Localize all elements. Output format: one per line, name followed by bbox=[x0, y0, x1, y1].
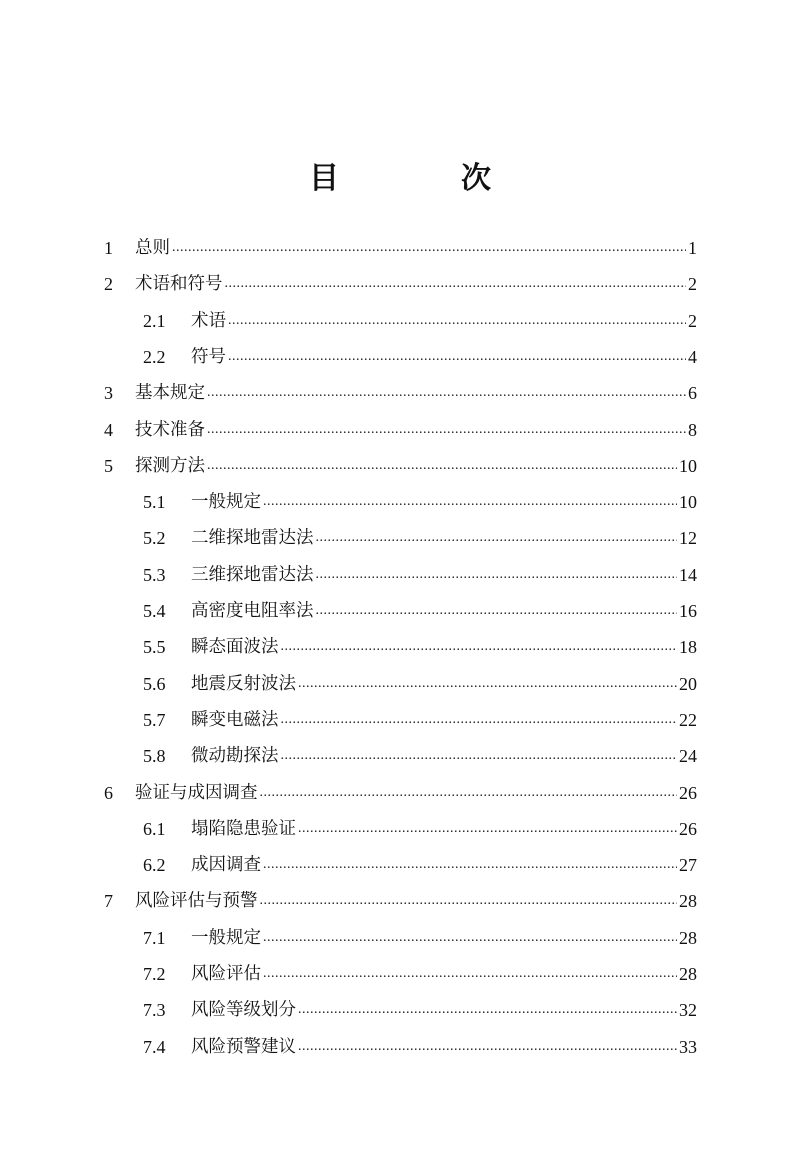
toc-entry[interactable] bbox=[104, 883, 697, 919]
toc-entry-label: 符号 bbox=[191, 347, 226, 367]
toc-entry-label: 瞬态面波法 bbox=[191, 637, 279, 657]
toc-entry-page-number: 28 bbox=[679, 928, 697, 948]
toc-entry[interactable] bbox=[143, 702, 697, 738]
toc-entry[interactable] bbox=[143, 593, 697, 629]
toc-dot-leader bbox=[263, 956, 677, 992]
toc-entry[interactable] bbox=[143, 847, 697, 883]
toc-entry-number: 7.2 bbox=[143, 964, 166, 984]
toc-entry-page-number: 26 bbox=[679, 783, 697, 803]
toc-dot-leader bbox=[263, 920, 677, 956]
toc-dot-leader bbox=[260, 775, 678, 811]
toc-dot-leader bbox=[316, 593, 678, 629]
toc-entry-number: 5.5 bbox=[143, 637, 166, 657]
toc-dot-leader bbox=[298, 992, 677, 1028]
toc-entry-label: 微动勘探法 bbox=[191, 746, 279, 766]
toc-entry[interactable] bbox=[104, 230, 697, 266]
toc-dot-leader bbox=[172, 230, 686, 266]
toc-entry-number: 6 bbox=[104, 783, 113, 803]
toc-dot-leader bbox=[207, 412, 686, 448]
toc-entry[interactable] bbox=[104, 448, 697, 484]
toc-entry-page-number: 28 bbox=[679, 891, 697, 911]
toc-entry-number: 2 bbox=[104, 274, 113, 294]
toc-entry-label: 成因调查 bbox=[191, 855, 261, 875]
toc-entry[interactable] bbox=[143, 557, 697, 593]
toc-entry-label: 地震反射波法 bbox=[191, 674, 296, 694]
toc-entry-label: 风险评估与预警 bbox=[135, 891, 258, 911]
toc-dot-leader bbox=[298, 1029, 677, 1065]
toc-entry-page-number: 22 bbox=[679, 710, 697, 730]
toc-entry[interactable] bbox=[143, 956, 697, 992]
toc-entry[interactable] bbox=[143, 666, 697, 702]
toc-entry[interactable] bbox=[143, 920, 697, 956]
toc-entry-label: 术语和符号 bbox=[135, 274, 223, 294]
toc-entry-number: 5.3 bbox=[143, 565, 166, 585]
toc-entry[interactable] bbox=[104, 775, 697, 811]
toc-entry-page-number: 2 bbox=[688, 274, 697, 294]
toc-entry[interactable] bbox=[143, 303, 697, 339]
toc-entry-label: 一般规定 bbox=[191, 928, 261, 948]
toc-entry-label: 一般规定 bbox=[191, 492, 261, 512]
toc-dot-leader bbox=[281, 629, 678, 665]
toc-entry-number: 5.8 bbox=[143, 746, 166, 766]
toc-entry-page-number: 10 bbox=[679, 456, 697, 476]
toc-dot-leader bbox=[263, 847, 677, 883]
toc-entry-label: 探测方法 bbox=[135, 456, 205, 476]
toc-dot-leader bbox=[207, 375, 686, 411]
toc-entry[interactable] bbox=[143, 992, 697, 1028]
toc-entry-number: 2.1 bbox=[143, 311, 166, 331]
toc-entry-page-number: 10 bbox=[679, 492, 697, 512]
toc-entry-number: 5.2 bbox=[143, 528, 166, 548]
toc-entry-page-number: 16 bbox=[679, 601, 697, 621]
toc-entry-page-number: 20 bbox=[679, 674, 697, 694]
toc-entry-page-number: 1 bbox=[688, 238, 697, 258]
toc-entry[interactable] bbox=[143, 339, 697, 375]
toc-entry-page-number: 6 bbox=[688, 383, 697, 403]
toc-entry-label: 风险等级划分 bbox=[191, 1000, 296, 1020]
toc-entry[interactable] bbox=[143, 520, 697, 556]
toc-entry-page-number: 2 bbox=[688, 311, 697, 331]
toc-entry-page-number: 28 bbox=[679, 964, 697, 984]
toc-dot-leader bbox=[298, 811, 677, 847]
toc-entry-page-number: 24 bbox=[679, 746, 697, 766]
toc-dot-leader bbox=[316, 557, 678, 593]
toc-entry-number: 4 bbox=[104, 420, 113, 440]
toc-entry-number: 2.2 bbox=[143, 347, 166, 367]
toc-entry[interactable] bbox=[143, 484, 697, 520]
toc-entry[interactable] bbox=[143, 1029, 697, 1065]
toc-entry-page-number: 4 bbox=[688, 347, 697, 367]
toc-entry-label: 三维探地雷达法 bbox=[191, 565, 314, 585]
toc-entry[interactable] bbox=[143, 629, 697, 665]
toc-entry-page-number: 26 bbox=[679, 819, 697, 839]
toc-entry-number: 6.1 bbox=[143, 819, 166, 839]
toc-entry-page-number: 12 bbox=[679, 528, 697, 548]
toc-entry[interactable] bbox=[104, 266, 697, 302]
toc-dot-leader bbox=[263, 484, 677, 520]
toc-entry-label: 高密度电阻率法 bbox=[191, 601, 314, 621]
toc-entry-number: 5.7 bbox=[143, 710, 166, 730]
toc-entry-number: 7 bbox=[104, 891, 113, 911]
toc-entry-label: 术语 bbox=[191, 311, 226, 331]
toc-dot-leader bbox=[225, 266, 687, 302]
page-title: 目 次 bbox=[309, 161, 537, 196]
toc-dot-leader bbox=[228, 339, 686, 375]
toc-entry-label: 塌陷隐患验证 bbox=[191, 819, 296, 839]
toc-entry-label: 风险评估 bbox=[191, 964, 261, 984]
toc-dot-leader bbox=[298, 666, 677, 702]
toc-entry-number: 6.2 bbox=[143, 855, 166, 875]
toc-entry[interactable] bbox=[143, 738, 697, 774]
toc-entry-number: 7.1 bbox=[143, 928, 166, 948]
toc-dot-leader bbox=[228, 303, 686, 339]
toc-dot-leader bbox=[281, 738, 678, 774]
toc-entry-number: 5.1 bbox=[143, 492, 166, 512]
toc-entry[interactable] bbox=[104, 412, 697, 448]
toc-entry[interactable] bbox=[104, 375, 697, 411]
toc-entry-page-number: 14 bbox=[679, 565, 697, 585]
toc-entry-number: 3 bbox=[104, 383, 113, 403]
toc-entry-label: 基本规定 bbox=[135, 383, 205, 403]
toc-dot-leader bbox=[260, 883, 678, 919]
toc-entry-page-number: 33 bbox=[679, 1037, 697, 1057]
toc-entry-number: 1 bbox=[104, 238, 113, 258]
toc-entry-label: 总则 bbox=[135, 238, 170, 258]
toc-dot-leader bbox=[316, 520, 678, 556]
toc-entry-number: 5 bbox=[104, 456, 113, 476]
toc-entry-label: 风险预警建议 bbox=[191, 1037, 296, 1057]
toc-entry-number: 7.3 bbox=[143, 1000, 166, 1020]
toc-entry-number: 7.4 bbox=[143, 1037, 166, 1057]
toc-entry-label: 验证与成因调查 bbox=[135, 783, 258, 803]
toc-dot-leader bbox=[207, 448, 677, 484]
toc-entry-number: 5.6 bbox=[143, 674, 166, 694]
toc-entry[interactable] bbox=[143, 811, 697, 847]
toc-entry-label: 技术准备 bbox=[135, 420, 205, 440]
toc-entry-page-number: 32 bbox=[679, 1000, 697, 1020]
toc-dot-leader bbox=[281, 702, 678, 738]
toc-entry-page-number: 8 bbox=[688, 420, 697, 440]
toc-entry-page-number: 27 bbox=[679, 855, 697, 875]
toc-entry-number: 5.4 bbox=[143, 601, 166, 621]
toc-entry-page-number: 18 bbox=[679, 637, 697, 657]
toc-entry-label: 瞬变电磁法 bbox=[191, 710, 279, 730]
toc-entry-label: 二维探地雷达法 bbox=[191, 528, 314, 548]
